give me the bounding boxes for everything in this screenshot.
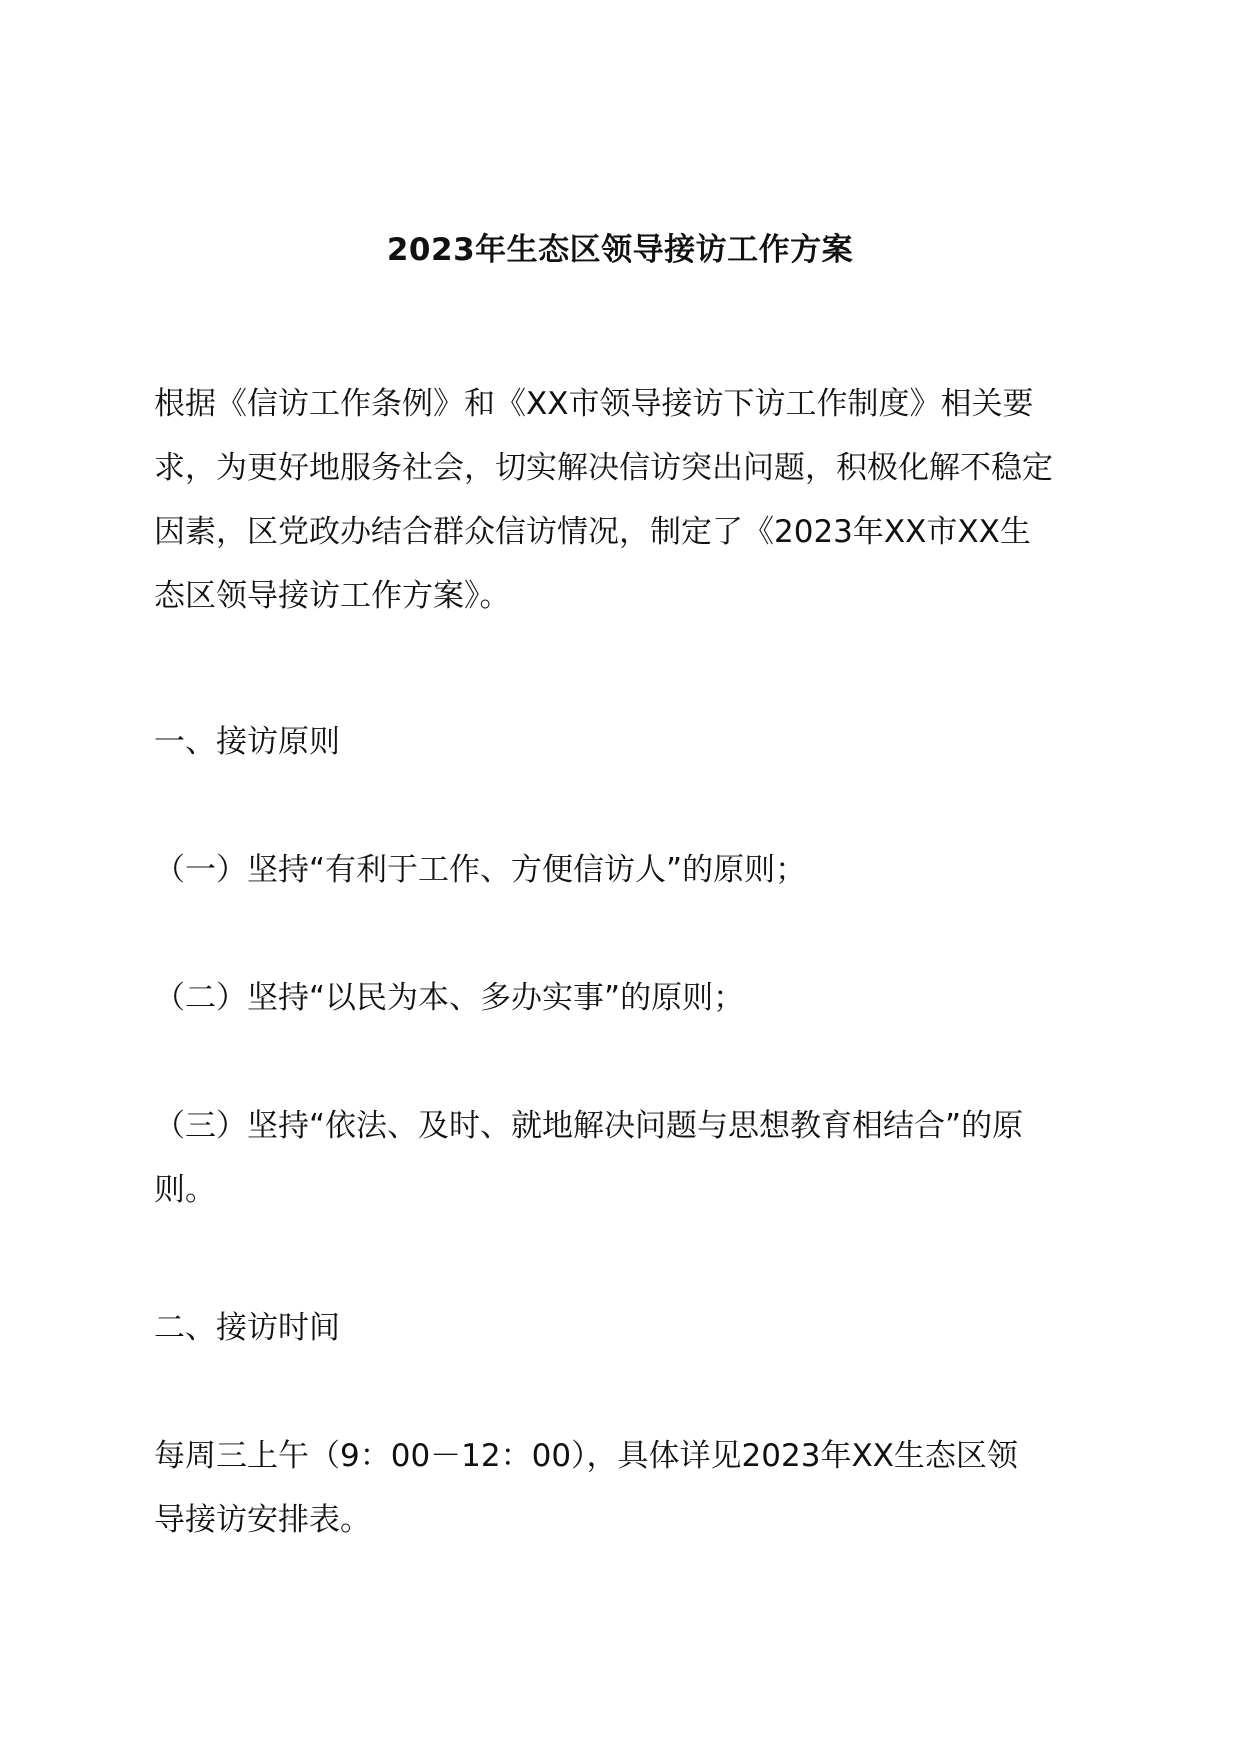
principle-item-2: [154, 966, 1084, 1030]
principle-line: （二）坚持“以民为本、多办实事”的原则；: [154, 980, 745, 1016]
section-heading-time: [154, 1296, 1084, 1360]
principle-line: （三）坚持“依法、及时、就地解决问题与思想教育相结合”的原: [154, 1108, 1024, 1144]
time-line: 每周三上午（9：00－12：00），具体详见2023年XX生态区领: [154, 1438, 1018, 1474]
intro-paragraph: [154, 372, 1084, 628]
document-title: 2023年生态区领导接访工作方案: [386, 232, 854, 268]
section-heading: 二、接访时间: [154, 1310, 340, 1346]
principle-item-1: [154, 838, 1084, 902]
principle-line: （一）坚持“有利于工作、方便信访人”的原则；: [154, 852, 807, 888]
principle-line: 则。: [154, 1172, 216, 1208]
intro-line: 因素，区党政办结合群众信访情况，制定了《2023年XX市XX生: [154, 514, 1031, 550]
time-paragraph: [154, 1424, 1084, 1552]
intro-line: 态区领导接访工作方案》。: [154, 578, 511, 614]
section-heading: 一、接访原则: [154, 724, 340, 760]
principle-item-3: [154, 1094, 1084, 1222]
time-line: 导接访安排表。: [154, 1502, 371, 1538]
section-heading-principles: [154, 710, 1084, 774]
intro-line: 根据《信访工作条例》和《XX市领导接访下访工作制度》相关要: [154, 386, 1034, 422]
intro-line: 求，为更好地服务社会，切实解决信访突出问题，积极化解不稳定: [154, 450, 1053, 486]
